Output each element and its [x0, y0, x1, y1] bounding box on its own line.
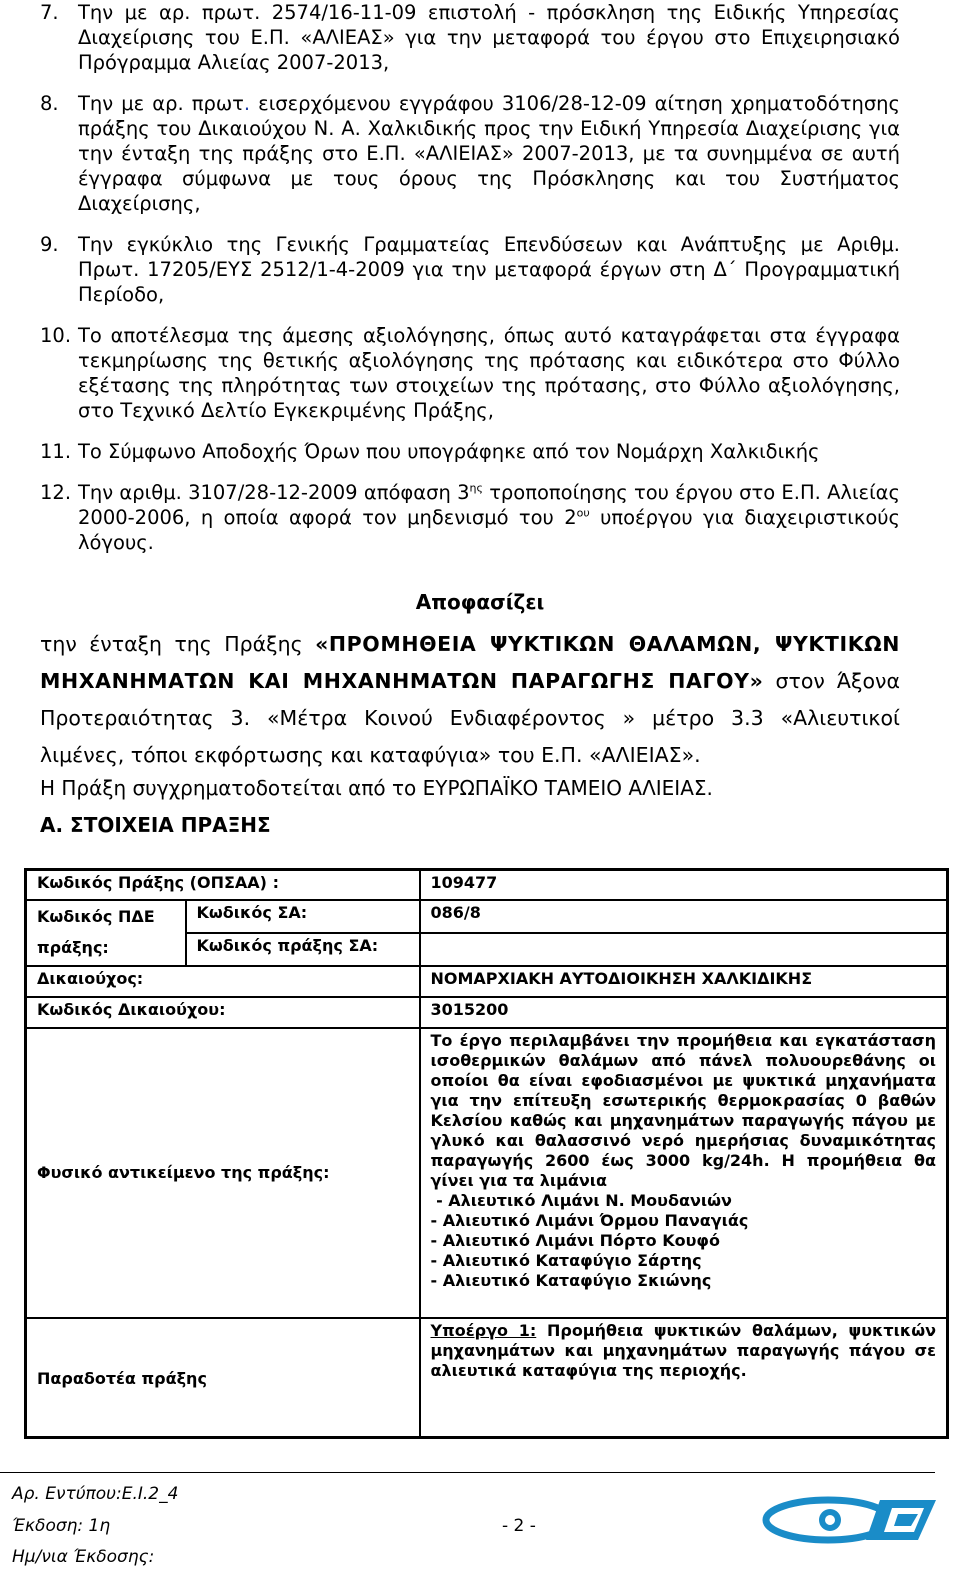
sa-project-code-value: [420, 933, 948, 966]
list-item: [40, 232, 900, 307]
list-item: [40, 323, 900, 423]
table-row: [26, 870, 948, 900]
item-number: 9.: [40, 233, 59, 256]
edition: Έκδοση: 1η: [12, 1516, 111, 1536]
deliverables-text: Υποέργο 1: Προμήθεια ψυκτικών θαλάμων, ψυκτικών μηχανημάτων και μηχανημάτων παραγωγής πάγου σε αλιευτικά καταφύγια της περιοχής.: [420, 1318, 948, 1438]
port-item: - Αλιευτικό Λιμάνι Ν. Μουδανιών: [430, 1190, 732, 1210]
item-text: Την εγκύκλιο της Γενικής Γραμματείας Επενδύσεων και Ανάπτυξης με Αριθμ. Πρωτ. 17205/ΕΥΣ 2512/1-4-2009 για την μεταφορά έργων στη Δ΄ Προγραμματική Περίοδο,: [78, 233, 900, 306]
ops-code-label: Κωδικός Πράξης (ΟΠΣΑΑ) :: [26, 870, 420, 900]
list-item: [40, 0, 900, 75]
page-number: - 2 -: [502, 1516, 536, 1536]
beneficiary-code-label: Κωδικός Δικαιούχου:: [26, 997, 420, 1028]
pde-code-label: Κωδικός ΠΔΕ πράξης:: [26, 900, 186, 966]
list-item: [40, 439, 900, 464]
list-item: [40, 480, 900, 555]
list-item: [40, 91, 900, 216]
sa-project-code-label: Κωδικός πράξης ΣΑ:: [186, 933, 420, 966]
item-text: Την με αρ. πρωτ. εισερχόμενου εγγράφου 3106/28-12-09 αίτηση χρηματοδότησης πράξης του Δικαιούχου Ν. Α. Χαλκιδικής προς την Ειδική Υπηρεσία Διαχείρισης για την ένταξη της πράξης στο Ε.Π. «ΑΛΙΕΙΑΣ» 2007-2013, με τα συνημμένα σε αυτή έγγραφα σύμφωνα με τους όρους της Πρόσκλησης και του Συστήματος Διαχείρισης,: [78, 92, 900, 215]
item-number: 7.: [40, 1, 59, 24]
ops-code-value: 109477: [420, 870, 948, 900]
beneficiary-value: ΝΟΜΑΡΧΙΑΚΗ ΑΥΤΟΔΙΟΙΚΗΣΗ ΧΑΛΚΙΔΙΚΗΣ: [420, 966, 948, 997]
item-text: Την με αρ. πρωτ. 2574/16-11-09 επιστολή - πρόσκληση της Ειδικής Υπηρεσίας Διαχείρισης του Ε.Π. «ΑΛΙΕΑΣ» για την μεταφορά του έργου στο Επιχειρησιακό Πρόγραμμα Αλιείας 2007-2013,: [78, 1, 900, 74]
table-row: [26, 1318, 948, 1438]
item-number: 12.: [40, 481, 72, 504]
project-name: «ΠΡΟΜΗΘΕΙΑ ΨΥΚΤΙΚΩΝ ΘΑΛΑΜΩΝ, ΨΥΚΤΙΚΩΝ ΜΗΧΑΝΗΜΑΤΩΝ ΚΑΙ ΜΗΧΑΝΗΜΑΤΩΝ ΠΑΡΑΓΩΓΗΣ ΠΑΓΟΥ»: [40, 632, 900, 693]
sa-code-value: 086/8: [420, 900, 948, 933]
physical-object-label: Φυσικό αντικείμενο της πράξης:: [26, 1028, 420, 1318]
decision-title: Αποφασίζει: [415, 590, 545, 614]
sa-code-label: Κωδικός ΣΑ:: [186, 900, 420, 933]
beneficiary-code-value: 3015200: [420, 997, 948, 1028]
footer-divider: [0, 1472, 935, 1473]
table-row: [26, 900, 948, 933]
port-item: - Αλιευτικό Καταφύγιο Σάρτης: [430, 1250, 702, 1270]
considerations-list: [40, 0, 900, 571]
port-item: - Αλιευτικό Καταφύγιο Σκιώνης: [430, 1270, 712, 1290]
project-data-table: [24, 868, 949, 1439]
item-number: 11.: [40, 440, 72, 463]
blue-dot: .: [243, 92, 251, 115]
edition-date: Ημ/νια Έκδοσης:: [12, 1547, 155, 1567]
item-text: Το Σύμφωνο Αποδοχής Όρων που υπογράφηκε από τον Νομάρχη Χαλκιδικής: [78, 440, 820, 463]
eye-logo-icon: [758, 1496, 936, 1544]
item-text: Το αποτέλεσμα της άμεσης αξιολόγησης, όπως αυτό καταγράφεται στα έγγραφα τεκμηρίωσης της θετικής αξιολόγησης της πρότασης και ειδικότερα στο Φύλλο εξέτασης της πληρότητας των στοιχείων της πρότασης, στο Φύλλο αξιολόγησης, στο Τεχνικό Δελτίο Εγκεκριμένης Πράξης,: [78, 324, 900, 422]
table-row: [26, 997, 948, 1028]
table-row: [26, 1028, 948, 1318]
physical-object-text: Το έργο περιλαμβάνει την προμήθεια και εγκατάσταση ισοθερμικών θαλάμων από πάνελ πολυουρεθάνης οι οποίοι θα είναι εφοδιασμένοι με ψυκτικά μηχανήματα για την επίτευξη εσωτερικής θερμοκρασίας 0 βαθών Κελσίου καθώς και μηχανημάτων παραγωγής πάγου με γλυκό και θαλασσινό νερό ημερήσιας δυναμικότητας παραγωγής 2600 έως 3000 kg/24h. Η προμήθεια θα γίνει για τα λιμάνια - Αλιευτικό Λιμάνι Ν. Μουδανιών - Αλιευτικό Λιμάνι Όρμου Παναγιάς - Αλιευτικό Λιμάνι Πόρτο Κουφό - Αλιευτικό Καταφύγιο Σάρτης - Αλιευτικό Καταφύγιο Σκιώνης: [420, 1028, 948, 1318]
beneficiary-label: Δικαιούχος:: [26, 966, 420, 997]
item-number: 10.: [40, 324, 72, 347]
item-number: 8.: [40, 92, 59, 115]
item-text: Την αριθμ. 3107/28-12-2009 απόφαση $3^{\eta\varsigma}$ τροποποίησης του έργου στο Ε.Π. Αλιείας 2000-2006, η οποία αφορά τον μηδενισμό του $2^{o\upsilon}$ υποέργου για διαχειριστικούς λόγους.: [78, 481, 901, 554]
decision-paragraph: την ένταξη της Πράξης «ΠΡΟΜΗΘΕΙΑ ΨΥΚΤΙΚΩΝ ΘΑΛΑΜΩΝ, ΨΥΚΤΙΚΩΝ ΜΗΧΑΝΗΜΑΤΩΝ ΚΑΙ ΜΗΧΑΝΗΜΑΤΩΝ ΠΑΡΑΓΩΓΗΣ ΠΑΓΟΥ» στον Άξονα Προτεραιότητας 3. «Μέτρα Κοινού Ενδιαφέροντος » μέτρο 3.3 «Αλιευτικοί λιμένες, τόποι εκφόρτωσης και καταφύγια» του Ε.Π. «ΑΛΙΕΙΑΣ».: [40, 632, 900, 767]
deliverables-label: Παραδοτέα πράξης: [26, 1318, 420, 1438]
port-item: - Αλιευτικό Λιμάνι Όρμου Παναγιάς: [430, 1210, 749, 1230]
table-row: [26, 966, 948, 997]
cofunding-statement: Η Πράξη συγχρηματοδοτείται από το ΕΥΡΩΠΑΪΚΟ ΤΑΜΕΙΟ ΑΛΙΕΙΑΣ.: [40, 776, 713, 800]
form-number: Αρ. Εντύπου:Ε.Ι.2_4: [12, 1484, 179, 1504]
section-heading: Α. ΣΤΟΙΧΕΙΑ ΠΡΑΞΗΣ: [40, 813, 271, 837]
port-item: - Αλιευτικό Λιμάνι Πόρτο Κουφό: [430, 1230, 720, 1250]
